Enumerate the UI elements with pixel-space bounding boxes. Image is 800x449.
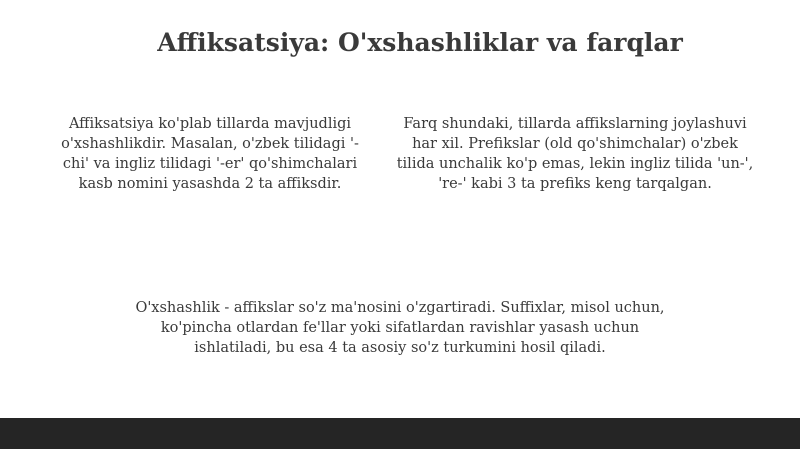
- similarity-text-block: Affiksatsiya ko'plab tillarda mavjudligi o'xshashlikdir. Masalan, o'zbek tilidagi '-chi' va ingliz tilidagi '-er' qo'shimchalari kasb nomini yasashda 2 ta affiksdir.: [61, 116, 359, 192]
- slide-title: Affiksatsiya: O'xshashliklar va farqlar: [157, 28, 683, 57]
- difference-text-block: Farq shundaki, tillarda affikslarning joylashuvi har xil. Prefikslar (old qo'shimchalar) o'zbek tilida unchalik ko'p emas, lekin ingliz tilida 'un-', 're-' kabi 3 ta prefiks keng tarqalgan.: [396, 116, 754, 192]
- footer-bar: [0, 418, 800, 449]
- summary-text-block: O'xshashlik - affikslar so'z ma'nosini o'zgartiradi. Suffixlar, misol uchun, ko'pincha otlardan fe'llar yoki sifatlardan ravishlar yasash uchun ishlatiladi, bu esa 4 ta asosiy so'z turkumini hosil qiladi.: [135, 300, 665, 356]
